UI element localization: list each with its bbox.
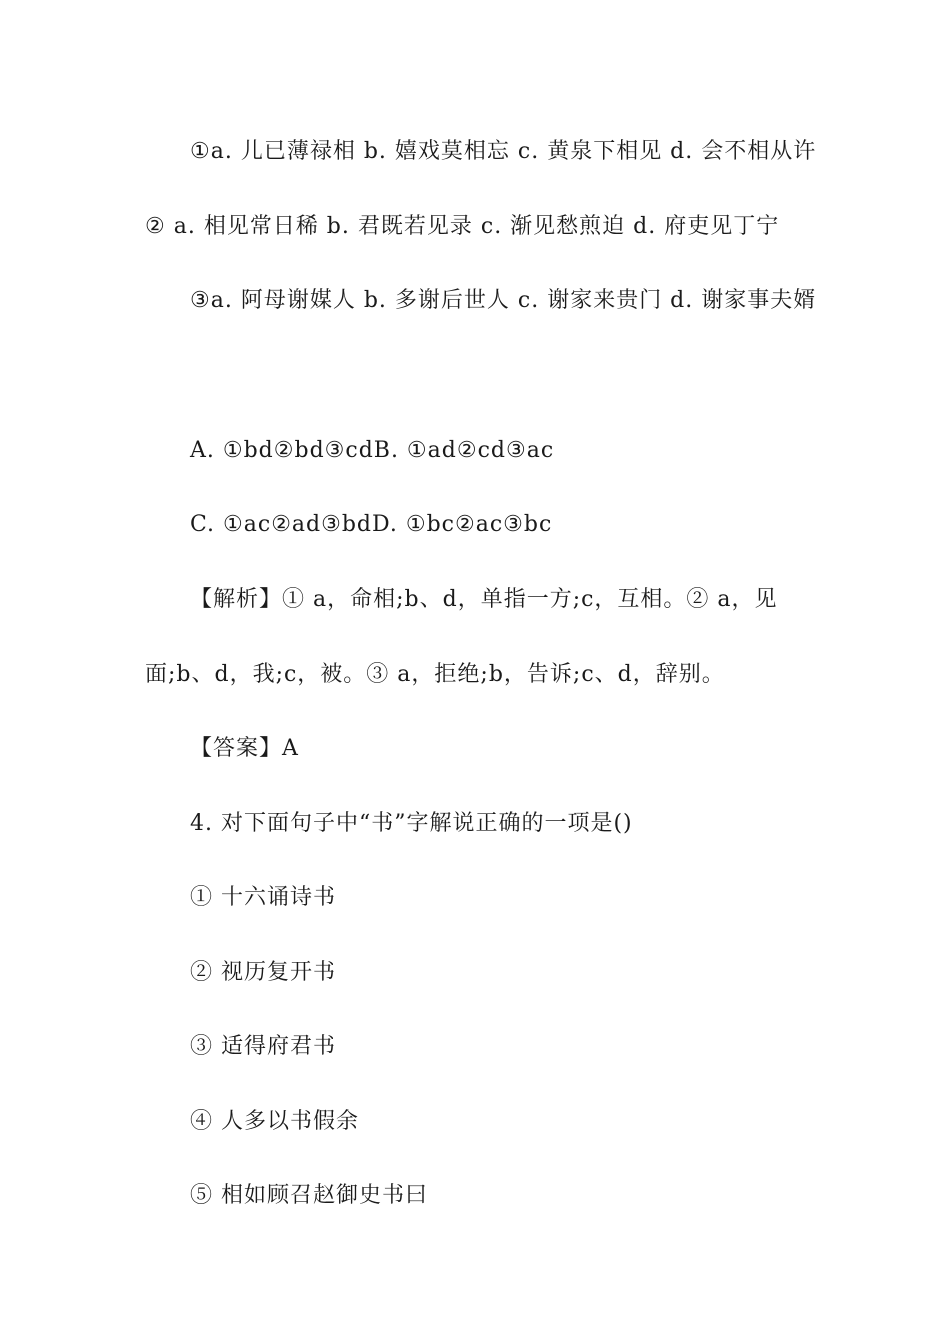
analysis-line-1: 【解析】① a，命相;b、d，单指一方;c，互相。② a，见	[190, 587, 778, 612]
question-option-line-1: ①a. 儿已薄禄相 b. 嬉戏莫相忘 c. 黄泉下相见 d. 会不相从许	[190, 139, 817, 164]
question-4-stem: 4. 对下面句子中“书”字解说正确的一项是()	[190, 811, 633, 836]
question-4-item-1: ① 十六诵诗书	[190, 885, 336, 910]
question-option-line-3: ③a. 阿母谢媒人 b. 多谢后世人 c. 谢家来贵门 d. 谢家事夫婿	[190, 288, 817, 313]
question-4-item-5: ⑤ 相如顾召赵御史书曰	[190, 1183, 428, 1208]
analysis-line-2: 面;b、d，我;c，被。③ a，拒绝;b，告诉;c、d，辞别。	[145, 662, 725, 687]
question-4-item-2: ② 视历复开书	[190, 960, 336, 985]
answer-line: 【答案】A	[190, 736, 299, 761]
answer-choice-ab: A. ①bd②bd③cdB. ①ad②cd③ac	[190, 438, 555, 463]
question-4-item-4: ④ 人多以书假余	[190, 1109, 359, 1134]
question-4-item-3: ③ 适得府君书	[190, 1034, 336, 1059]
answer-choice-cd: C. ①ac②ad③bdD. ①bc②ac③bc	[190, 512, 553, 537]
question-option-line-2: ② a. 相见常日稀 b. 君既若见录 c. 渐见愁煎迫 d. 府吏见丁宁	[145, 214, 780, 239]
